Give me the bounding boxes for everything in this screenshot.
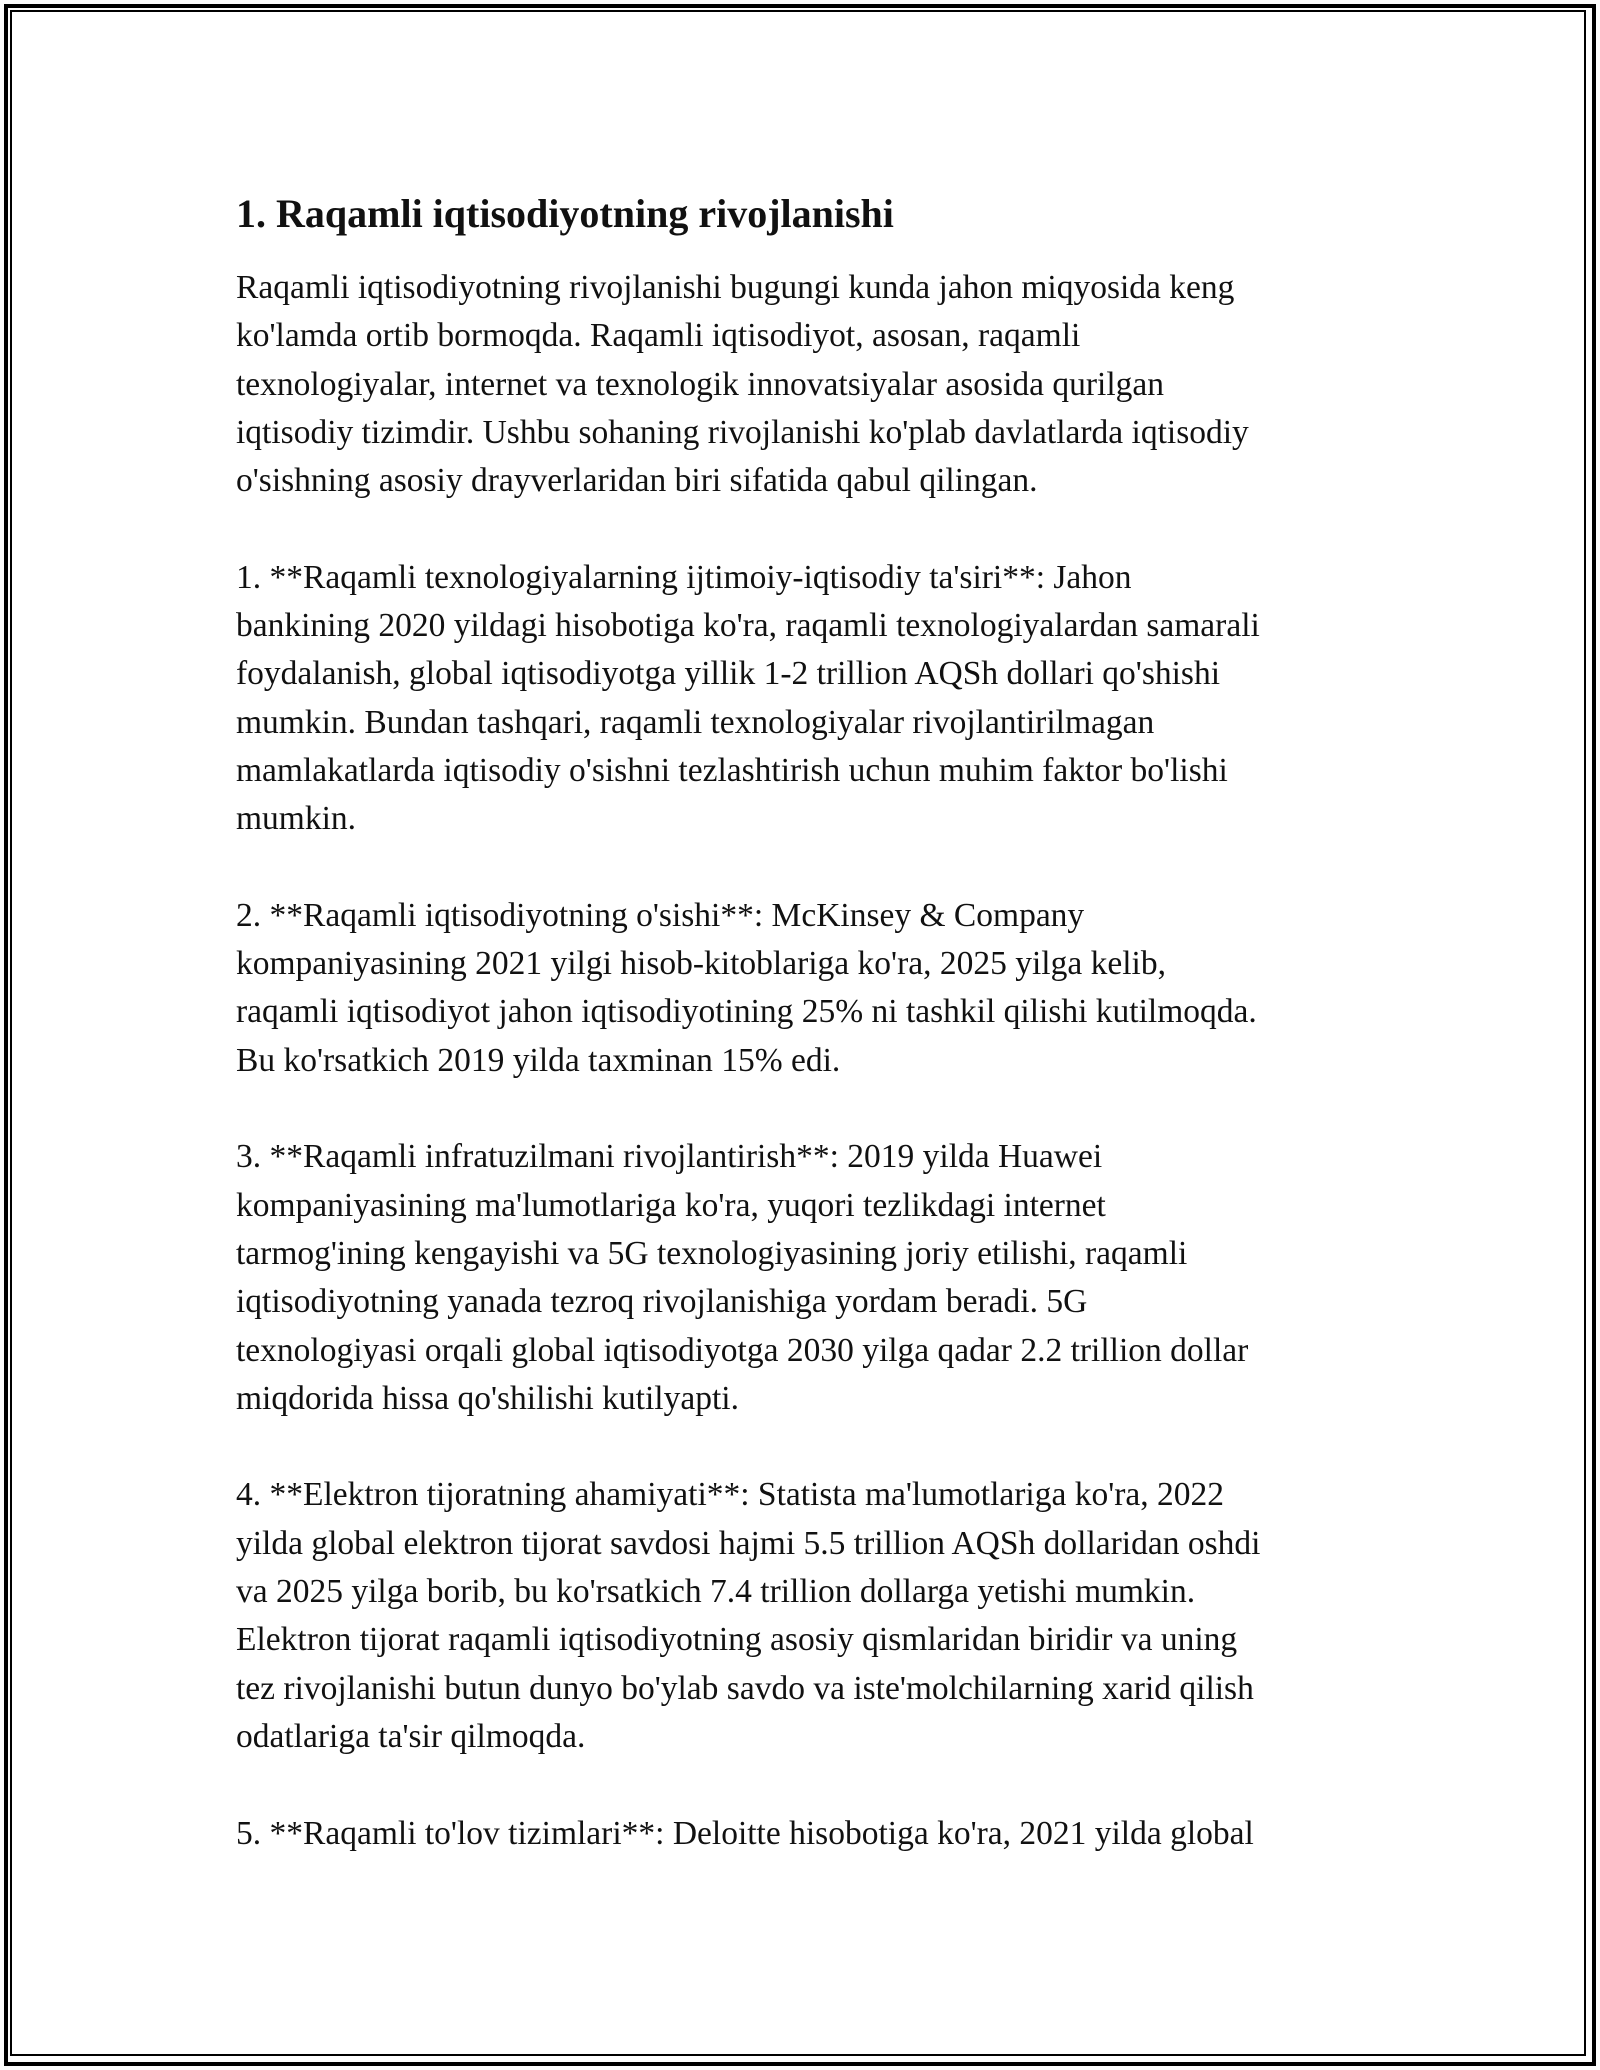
text-line: odatlariga ta'sir qilmoqda.	[236, 1717, 586, 1755]
list-item-paragraph	[236, 1810, 1366, 1858]
list-item-paragraph	[236, 1471, 1366, 1761]
text-line: o'sishning asosiy drayverlaridan biri sifatida qabul qilingan.	[236, 462, 1038, 500]
text-line: kompaniyasining 2021 yilgi hisob-kitoblariga ko'ra, 2025 yilga kelib,	[236, 945, 1166, 983]
list-item-paragraph	[236, 1133, 1366, 1423]
text-line: Raqamli iqtisodiyotning rivojlanishi bugungi kunda jahon miqyosida keng	[236, 269, 1235, 306]
text-line: iqtisodiy tizimdir. Ushbu sohaning rivojlanishi ko'plab davlatlarda iqtisodiy	[236, 413, 1249, 451]
list-item-paragraph	[236, 554, 1366, 844]
text-line: 3. **Raqamli infratuzilmani rivojlantirish**: 2019 yilda Huawei	[236, 1138, 1103, 1176]
list-item-paragraph	[236, 892, 1366, 1085]
text-line: Elektron tijorat raqamli iqtisodiyotning asosiy qismlaridan biridir va uning	[236, 1621, 1238, 1659]
section-heading: 1. Raqamli iqtisodiyotning rivojlanishi	[236, 191, 894, 236]
text-line: mumkin.	[236, 800, 357, 838]
text-line: va 2025 yilga borib, bu ko'rsatkich 7.4 trillion dollarga yetishi mumkin.	[236, 1573, 1196, 1611]
text-line: miqdorida hissa qo'shilishi kutilyapti.	[236, 1379, 739, 1417]
text-line: yilda global elektron tijorat savdosi hajmi 5.5 trillion AQSh dollaridan oshdi	[236, 1524, 1261, 1562]
text-line: texnologiyasi orqali global iqtisodiyotga 2030 yilga qadar 2.2 trillion dollar	[236, 1331, 1249, 1369]
text-line: kompaniyasining ma'lumotlariga ko'ra, yuqori tezlikdagi internet	[236, 1186, 1106, 1224]
text-line: foydalanish, global iqtisodiyotga yillik 1-2 trillion AQSh dollari qo'shishi	[236, 655, 1221, 693]
text-line: mumkin. Bundan tashqari, raqamli texnologiyalar rivojlantirilmagan	[236, 703, 1155, 741]
text-line: ko'lamda ortib bormoqda. Raqamli iqtisodiyot, asosan, raqamli	[236, 317, 1081, 355]
text-line: raqamli iqtisodiyot jahon iqtisodiyotining 25% ni tashkil qilishi kutilmoqda.	[236, 993, 1257, 1031]
text-line: 5. **Raqamli to'lov tizimlari**: Deloitte hisobotiga ko'ra, 2021 yilda global	[236, 1814, 1254, 1852]
text-line: Bu ko'rsatkich 2019 yilda taxminan 15% edi.	[236, 1041, 841, 1079]
document-body	[236, 186, 1366, 1906]
text-line: 1. **Raqamli texnologiyalarning ijtimoiy-iqtisodiy ta'siri**: Jahon	[236, 558, 1132, 596]
text-line: tarmog'ining kengayishi va 5G texnologiyasining joriy etilishi, raqamli	[236, 1234, 1188, 1272]
text-line: bankining 2020 yildagi hisobotiga ko'ra, raqamli texnologiyalardan samarali	[236, 607, 1260, 645]
text-line: texnologiyalar, internet va texnologik innovatsiyalar asosida qurilgan	[236, 365, 1165, 403]
text-line: 2. **Raqamli iqtisodiyotning o'sishi**: McKinsey & Company	[236, 896, 1085, 934]
text-line: tez rivojlanishi butun dunyo bo'ylab savdo va iste'molchilarning xarid qilish	[236, 1669, 1254, 1707]
text-line: iqtisodiyotning yanada tezroq rivojlanishiga yordam beradi. 5G	[236, 1283, 1088, 1321]
text-line: 4. **Elektron tijoratning ahamiyati**: Statista ma'lumotlariga ko'ra, 2022	[236, 1476, 1225, 1514]
text-line: mamlakatlarda iqtisodiy o'sishni tezlashtirish uchun muhim faktor bo'lishi	[236, 751, 1228, 789]
intro-paragraph	[236, 264, 1366, 505]
